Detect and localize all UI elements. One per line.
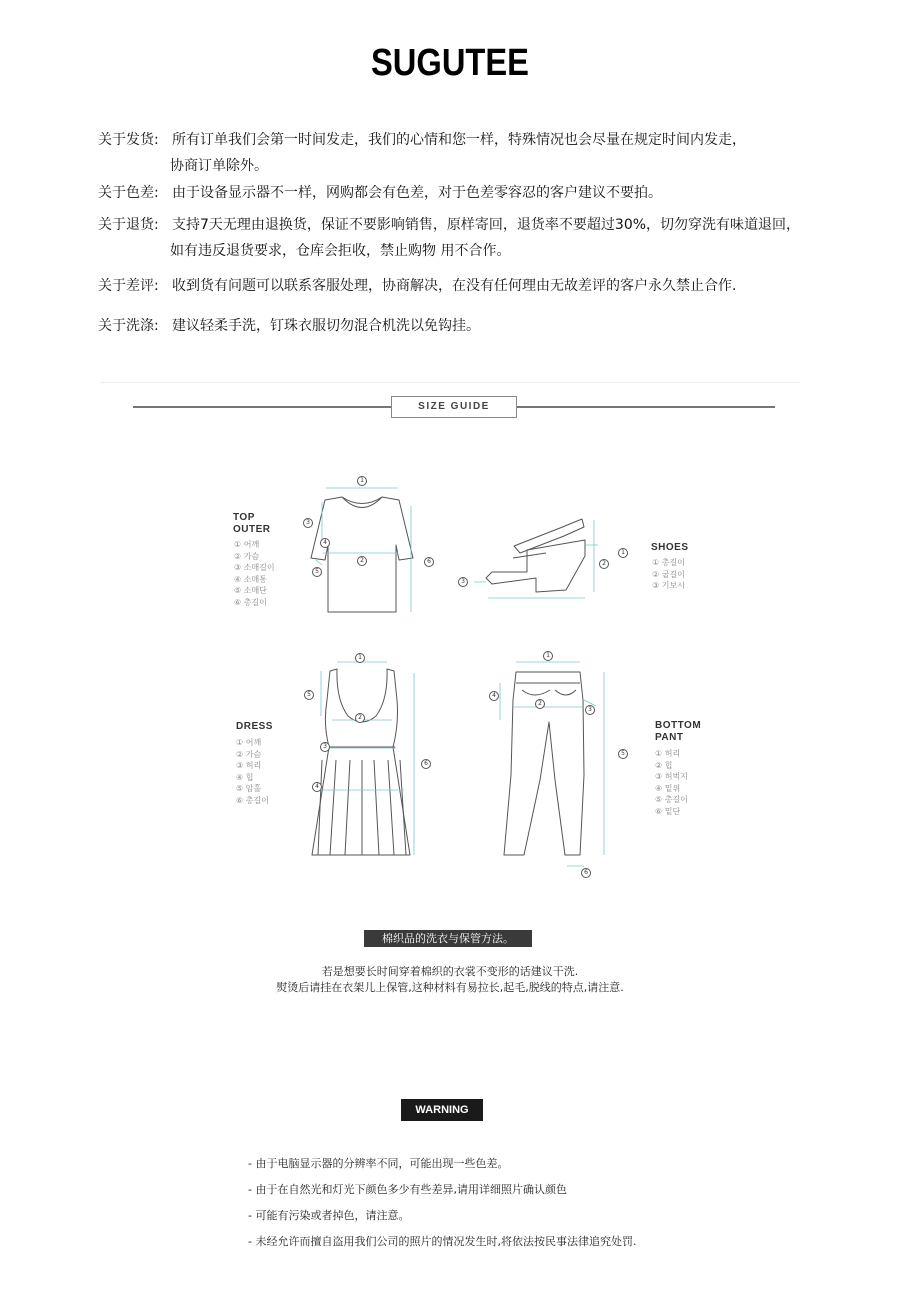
size-guide-title: SIZE GUIDE — [391, 396, 517, 418]
pant-pocket — [522, 690, 576, 695]
shoe-strap — [514, 519, 584, 553]
marker-3: 3 — [320, 742, 330, 752]
marker-6: 6 — [421, 759, 431, 769]
dress-pleats — [318, 760, 406, 855]
marker-1: 1 — [355, 653, 365, 663]
marker-1: 1 — [357, 476, 367, 486]
marker-3: 3 — [585, 705, 595, 715]
dress-outline — [312, 669, 410, 855]
care-label: 棉织品的洗衣与保管方法。 — [364, 930, 532, 947]
policy-text: 所有订单我们会第一时间发走，我们的心情和您一样，特殊情况也会尽量在规定时间内发走， — [172, 132, 746, 148]
policy-label: 关于退货: — [98, 217, 159, 233]
marker-3: 3 — [458, 577, 468, 587]
policy-label: 关于洗涤: — [98, 318, 159, 334]
warning-label: WARNING — [401, 1099, 483, 1121]
marker-4: 4 — [312, 782, 322, 792]
legend-shoes-items: ① 총길이 ② 굽길이 ③ 기보시 — [652, 558, 685, 590]
marker-2: 2 — [599, 559, 609, 569]
brand-logo: SUGUTEE — [371, 42, 529, 84]
policy-text-cont: 协商订单除外。 — [170, 158, 268, 174]
warning-item: - 由于在自然光和灯光下颜色多少有些差异,请用详细照片确认颜色 — [248, 1183, 567, 1196]
care-text-line: 若是想要长时间穿着棉织的衣裳不变形的话建议干洗. — [321, 965, 579, 978]
marker-2: 2 — [357, 556, 367, 566]
warning-list — [248, 1154, 636, 1258]
care-text-line: 熨烫后请挂在衣架儿上保管,这种材料有易拉长,起毛,脱线的特点,请注意. — [276, 981, 624, 994]
legend-pant-items: ① 허리 ② 힙 ③ 허벅지 ④ 밑위 ⑤ 총길이 ⑥ 밑단 — [655, 749, 688, 816]
policy-label: 关于差评: — [98, 278, 159, 294]
warning-item: - 未经允许而擅自盗用我们公司的照片的情况发生时,将依法按民事法律追究处罚. — [248, 1235, 637, 1248]
pant-outline — [504, 672, 584, 855]
marker-6: 6 — [424, 557, 434, 567]
warning-item: - 由于电脑显示器的分辨率不同，可能出现一些色差。 — [248, 1157, 509, 1170]
policy-text: 收到货有问题可以联系客服处理，协商解决，在没有任何理由无故差评的客户永久禁止合作. — [172, 278, 737, 294]
pant-measure-lines — [500, 662, 604, 866]
marker-4: 4 — [320, 538, 330, 548]
marker-6: 6 — [581, 868, 591, 878]
policy-text: 支持7天无理由退换货，保证不要影响销售，原样寄回，退货率不要超过30%，切勿穿洗有味道退回， — [172, 217, 801, 233]
marker-3: 3 — [303, 518, 313, 528]
legend-pant-title: BOTTOM PANT — [655, 720, 702, 743]
dress-measure-lines — [318, 662, 414, 855]
legend-dress-items: ① 어깨 ② 가슴 ③ 허리 ④ 힙 ⑤ 암홀 ⑥ 총길이 — [236, 738, 269, 805]
marker-1: 1 — [618, 548, 628, 558]
shoe-strap-front — [513, 553, 546, 558]
warning-item: - 可能有污染或者掉色，请注意。 — [248, 1209, 410, 1222]
legend-top-title: TOP OUTER — [233, 512, 271, 535]
tshirt-outline — [311, 497, 413, 612]
marker-1: 1 — [543, 651, 553, 661]
policy-text: 建议轻柔手洗，钉珠衣服切勿混合机洗以免钩挂。 — [172, 318, 480, 334]
marker-5: 5 — [618, 749, 628, 759]
policy-text-cont: 如有违反退货要求，仓库会拒收，禁止购物 用不合作。 — [170, 243, 511, 259]
policy-text: 由于设备显示器不一样，网购都会有色差，对于色差零容忍的客户建议不要拍。 — [172, 185, 662, 201]
marker-5: 5 — [312, 567, 322, 577]
marker-4: 4 — [489, 691, 499, 701]
marker-2: 2 — [535, 699, 545, 709]
marker-2: 2 — [355, 713, 365, 723]
marker-5: 5 — [304, 690, 314, 700]
legend-dress-title: DRESS — [236, 721, 273, 732]
policy-label: 关于发货: — [98, 132, 159, 148]
tshirt-neck — [342, 497, 382, 508]
legend-shoes-title: SHOES — [651, 542, 689, 553]
legend-top-items: ① 어깨 ② 가슴 ③ 소매길이 ④ 소매통 ⑤ 소매단 ⑥ 총길이 — [234, 540, 275, 607]
policy-label: 关于色差: — [98, 185, 159, 201]
shoe-outline — [486, 540, 585, 592]
